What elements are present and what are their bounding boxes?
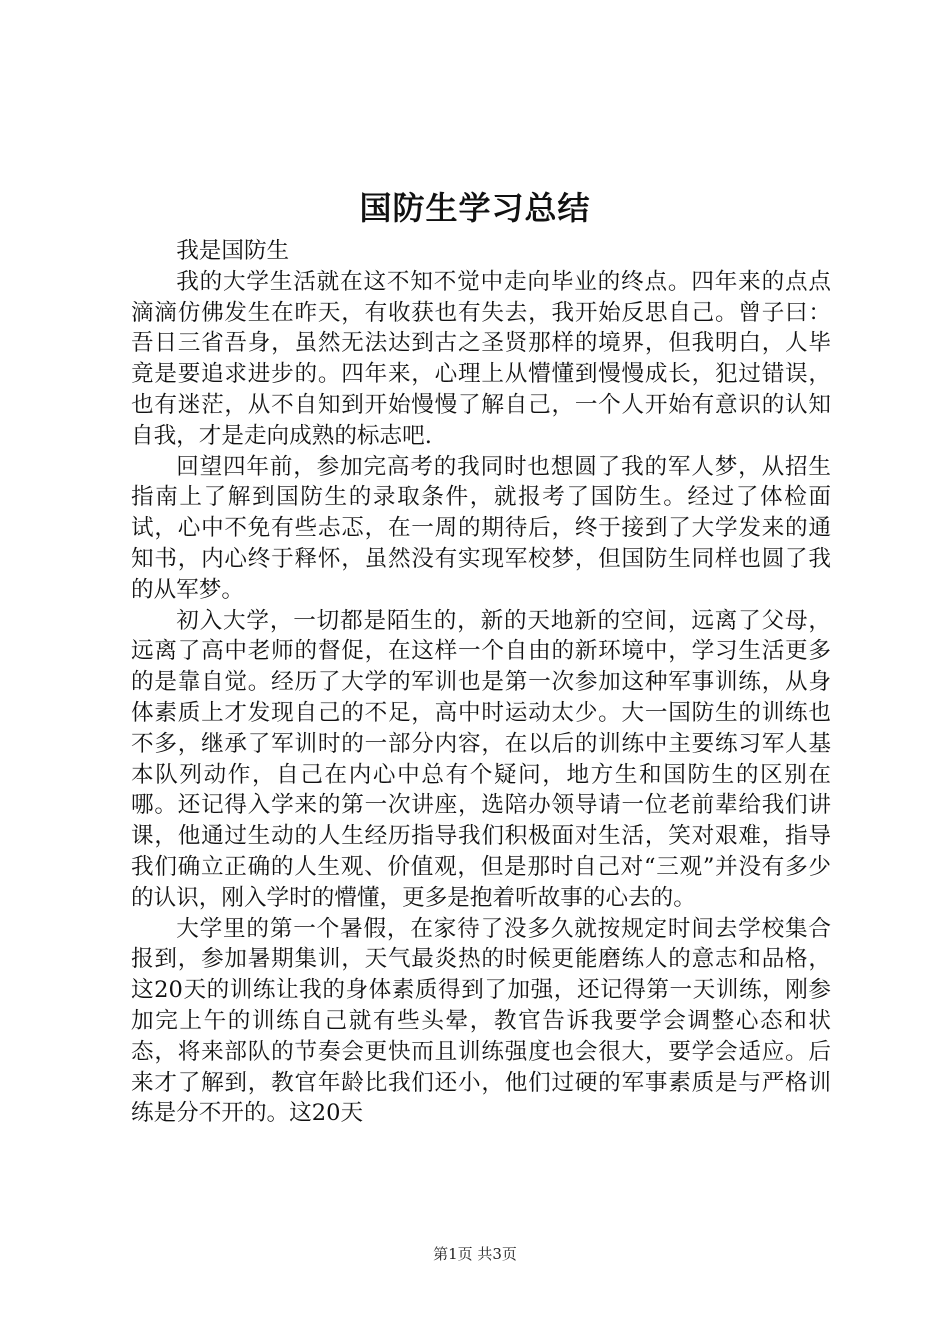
document-title: 国防生学习总结 xyxy=(359,189,591,227)
page-footer: 第1页 共3页 xyxy=(433,1245,517,1263)
document-body xyxy=(131,236,831,1129)
paragraph: 初入大学，一切都是陌生的，新的天地新的空间，远离了父母，远离了高中老师的督促，在这样一个自由的新环境中，学习生活更多的是靠自觉。经历了大学的军训也是第一次参加这种军事训练，从身体素质上才发现自己的不足，高中时运动太少。大一国防生的训练也不多，继承了军训时的一部分内容，在以后的训练中主要练习军人基本队列动作，自己在内心中总有个疑问，地方生和国防生的区别在哪。还记得入学来的第一次讲座，选陪办领导请一位老前辈给我们讲课，他通过生动的人生经历指导我们积极面对生活，笑对艰难，指导我们确立正确的人生观、价值观，但是那时自己对“三观”并没有多少的认识，刚入学时的懵懂，更多是抱着听故事的心去的。 xyxy=(131,607,831,911)
paragraph: 我的大学生活就在这不知不觉中走向毕业的终点。四年来的点点滴滴仿佛发生在昨天，有收获也有失去，我开始反思自己。曾子曰：吾日三省吾身，虽然无法达到古之圣贤那样的境界，但我明白，人毕竟是要追求进步的。四年来，心理上从懵懂到慢慢成长，犯过错误，也有迷茫，从不自知到开始慢慢了解自己，一个人开始有意识的认知自我，才是走向成熟的标志吧. xyxy=(131,268,831,449)
paragraph-subtitle: 我是国防生 xyxy=(176,238,290,264)
paragraph: 回望四年前，参加完高考的我同时也想圆了我的军人梦，从招生指南上了解到国防生的录取条件，就报考了国防生。经过了体检面试，心中不免有些忐忑，在一周的期待后，终于接到了大学发来的通知书，内心终于释怀，虽然没有实现军校梦，但国防生同样也圆了我的从军梦。 xyxy=(131,453,831,603)
paragraph: 大学里的第一个暑假，在家待了没多久就按规定时间去学校集合报到，参加暑期集训，天气最炎热的时候更能磨练人的意志和品格，这20天的训练让我的身体素质得到了加强，还记得第一天训练，刚参加完上午的训练自己就有些头晕，教官告诉我要学会调整心态和状态，将来部队的节奏会更快而且训练强度也会很大，要学会适应。后来才了解到，教官年龄比我们还小，他们过硬的军事素质是与严格训练是分不开的。这20天 xyxy=(131,915,831,1127)
